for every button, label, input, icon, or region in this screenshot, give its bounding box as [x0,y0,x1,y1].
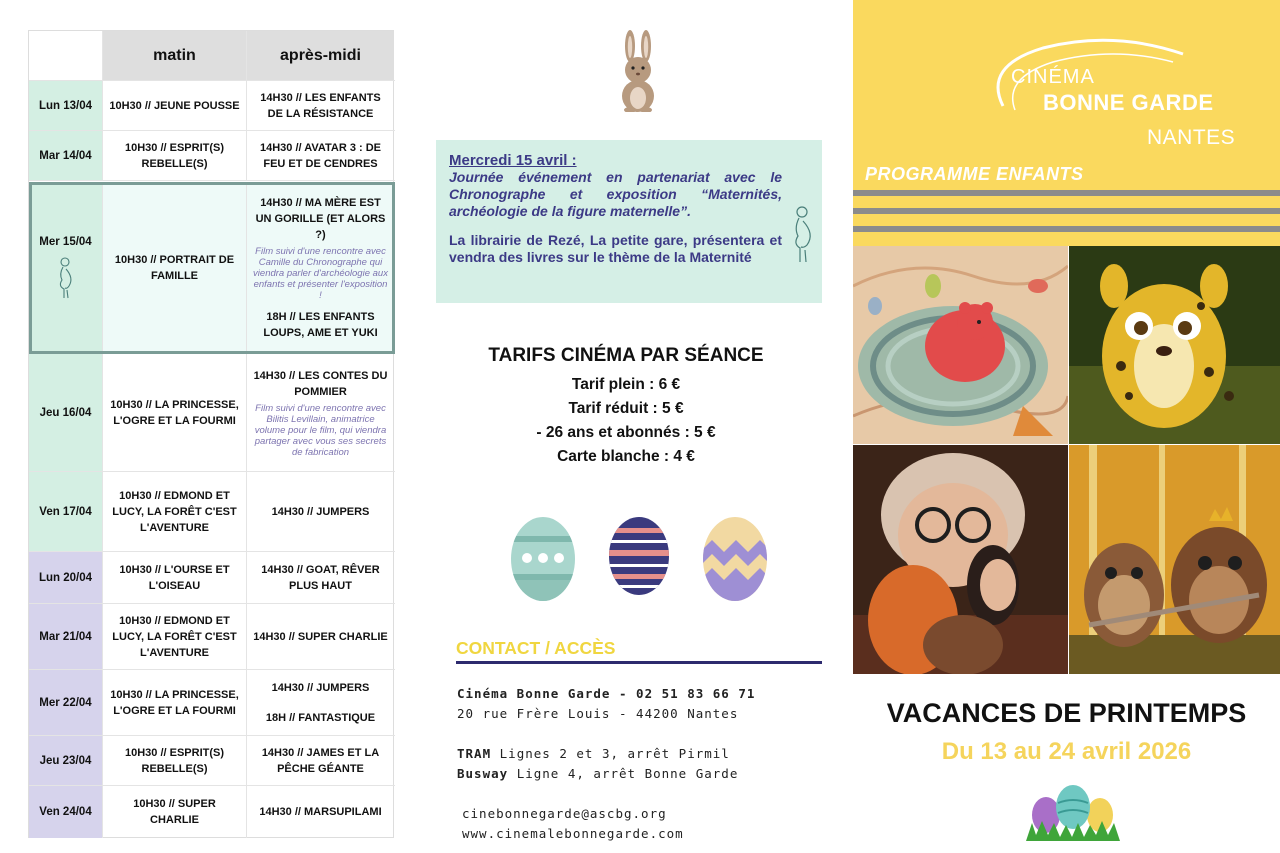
pm-cell: 14H30 // JUMPERS [246,472,394,551]
table-row [29,552,395,604]
day-cell: Mar 14/04 [29,131,102,180]
pm-film: 14H30 // JUMPERS [271,681,370,694]
am-cell: 10H30 // EDMOND ET LUCY, LA FORÊT C'EST L'AVENTURE [102,604,246,669]
still-bear-nest [853,246,1068,444]
cinema-address: 20 rue Frère Louis - 44200 Nantes [457,706,739,721]
contact-website[interactable]: www.cinemalebonnegarde.com [462,826,684,841]
am-cell: 10H30 // LA PRINCESSE, L'OGRE ET LA FOURMI [102,354,246,471]
day-cell: Lun 20/04 [29,552,102,603]
busway-label: Busway [457,766,509,781]
stripe [853,208,1280,214]
rabbit-icon [612,30,664,112]
am-cell: 10H30 // ESPRIT(S) REBELLE(S) [102,131,246,180]
pm-note: Film suivi d'une rencontre avec Camille du Chronographe qui viendra parler d'archéologie aux enfants et présenter l'exposition ! [253,245,388,301]
highlight-frame [29,182,395,354]
tram-info: Lignes 2 et 3, arrêt Pirmil [499,746,730,761]
brand-header [853,0,1280,246]
logo-cinema: CINÉMA [1011,66,1095,88]
am-cell: 10H30 // JEUNE POUSSE [102,81,246,130]
stripe [853,226,1280,232]
day-cell: Mar 21/04 [29,604,102,669]
event-box [436,140,822,303]
cinema-name-phone: Cinéma Bonne Garde - 02 51 83 66 71 [457,686,756,701]
still-marsupilami [1069,246,1280,444]
contact-email[interactable]: cinebonnegarde@ascbg.org [462,806,667,821]
day-label: Mer 15/04 [39,235,92,248]
pm-film: 14H30 // LES CONTES DU POMMIER [253,369,388,398]
egg-navy-icon [605,514,675,606]
am-cell: 10H30 // SUPER CHARLIE [102,786,246,838]
stripe [853,190,1280,196]
am-cell: 10H30 // ESPRIT(S) REBELLE(S) [102,736,246,785]
header-empty [29,31,102,80]
table-row [29,354,395,472]
film-stills-collage [853,246,1280,674]
busway-line [457,764,755,784]
tram-label: TRAM [457,746,492,761]
still-family-hug [853,445,1068,674]
pm-film-2: 18H // LES ENFANTS LOUPS, AME ET YUKI [263,310,378,339]
pm-film: 14H30 // MA MÈRE EST UN GORILLE (ET ALORS ?) [255,196,386,241]
event-date: Mercredi 15 avril : [449,152,577,169]
contact-divider [456,661,822,664]
event-description: Journée événement en partenariat avec le Chronographe et exposition “Maternités, archéologie de la figure maternelle”. [449,169,782,219]
pm-cell [246,670,394,735]
table-row [29,786,395,838]
program-title: PROGRAMME ENFANTS [865,164,1084,184]
day-cell: Ven 17/04 [29,472,102,551]
day-cell: Jeu 23/04 [29,736,102,785]
tarifs-title: TARIFS CINÉMA PAR SÉANCE [488,345,764,366]
header-apres-midi: après-midi [246,31,394,80]
footer-dates: Du 13 au 24 avril 2026 [941,738,1192,765]
tarif-line: Carte blanche : 4 € [557,448,695,465]
pm-cell: 14H30 // LES ENFANTS DE LA RÉSISTANCE [246,81,394,130]
day-cell: Lun 13/04 [29,81,102,130]
tarif-line: Tarif plein : 6 € [571,376,681,393]
day-cell: Jeu 16/04 [29,354,102,471]
footer-title: VACANCES DE PRINTEMPS [886,698,1247,728]
pm-cell: 14H30 // AVATAR 3 : DE FEU ET DE CENDRES [246,131,394,180]
table-row [29,81,395,131]
contact-title: CONTACT / ACCÈS [456,638,616,658]
egg-lilac-icon [700,514,772,606]
am-cell: 10H30 // EDMOND ET LUCY, LA FORÊT C'EST L'AVENTURE [102,472,246,551]
tarif-line: Tarif réduit : 5 € [568,400,684,417]
pm-cell: 14H30 // MARSUPILAMI [246,786,394,838]
header-matin: matin [102,31,246,80]
day-cell: Ven 24/04 [29,786,102,838]
day-cell: Mer 22/04 [29,670,102,735]
am-cell: 10H30 // L'OURSE ET L'OISEAU [102,552,246,603]
pm-cell: 14H30 // GOAT, RÊVER PLUS HAUT [246,552,394,603]
pm-cell [246,354,394,471]
am-cell: 10H30 // PORTRAIT DE FAMILLE [102,182,246,353]
event-bookshop: La librairie de Rezé, La petite gare, présentera et vendra des livres sur le thème de la Maternité [449,232,782,265]
table-header [29,31,395,81]
schedule-table [28,30,394,838]
pm-note: Film suivi d'une rencontre avec Bilitis Levillain, animatrice volume pour le film, qui viendra partager avec vous ses secrets de fabrication [254,402,387,458]
pm-film-2: 18H // FANTASTIQUE [265,711,376,724]
tram-line [457,744,755,764]
table-row [29,736,395,786]
table-row [29,472,395,552]
contact-block [457,684,755,844]
pm-cell: 14H30 // JAMES ET LA PÊCHE GÉANTE [246,736,394,785]
logo-bonne-garde: BONNE GARDE [1043,90,1214,115]
egg-teal-icon [505,514,585,606]
easter-eggs-illustration [505,514,775,606]
tarifs-section [436,345,816,469]
logo-city: NANTES [1147,126,1236,149]
pm-cell: 14H30 // SUPER CHARLIE [246,604,394,669]
am-cell: 10H30 // LA PRINCESSE, L'OGRE ET LA FOURMI [102,670,246,735]
eggs-basket-icon [1026,783,1120,841]
busway-info: Ligne 4, arrêt Bonne Garde [516,766,739,781]
table-row [29,131,395,181]
pregnant-woman-icon [788,204,818,264]
tarif-line: - 26 ans et abonnés : 5 € [536,424,716,441]
still-beavers [1069,445,1280,674]
table-row [29,604,395,670]
table-row [29,670,395,736]
